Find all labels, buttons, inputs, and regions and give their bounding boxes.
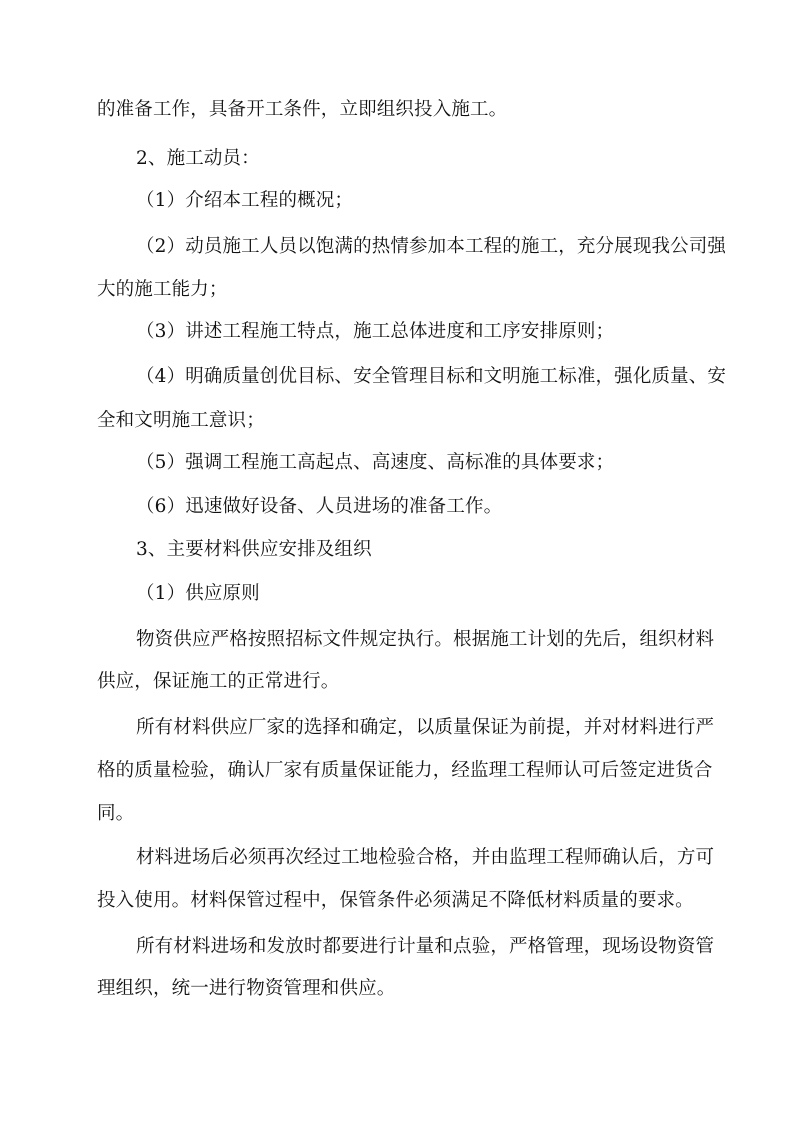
paragraph-line: 理组织，统一进行物资管理和供应。 [97, 978, 396, 999]
list-item: （3）讲述工程施工特点，施工总体进度和工序安排原则； [136, 321, 615, 342]
paragraph-line: 同。 [97, 803, 135, 824]
section-heading: 2、施工动员： [136, 148, 260, 169]
list-item: （5）强调工程施工高起点、高速度、高标准的具体要求； [136, 452, 615, 473]
paragraph-line: 格的质量检验，确认厂家有质量保证能力，经监理工程师认可后签定进货合 [97, 760, 713, 781]
section-heading: 3、主要材料供应安排及组织 [136, 539, 372, 560]
list-item: （2）动员施工人员以饱满的热情参加本工程的施工，充分展现我公司强 [136, 236, 727, 257]
paragraph-line: 材料进场后必须再次经过工地检验合格，并由监理工程师确认后，方可 [136, 847, 715, 868]
paragraph-line: 所有材料供应厂家的选择和确定，以质量保证为前提，并对材料进行严 [136, 717, 715, 738]
paragraph-line: 大的施工能力； [97, 279, 228, 300]
subsection-heading: （1）供应原则 [136, 583, 260, 604]
paragraph-line: 全和文明施工意识； [97, 410, 265, 431]
paragraph-line: 物资供应严格按照招标文件规定执行。根据施工计划的先后，组织材料 [136, 629, 715, 650]
paragraph-line: 供应，保证施工的正常进行。 [97, 671, 340, 692]
paragraph-line: 所有材料进场和发放时都要进行计量和点验，严格管理，现场设物资管 [136, 936, 715, 957]
list-item: （6）迅速做好设备、人员进场的准备工作。 [136, 496, 503, 517]
paragraph-line: 投入使用。材料保管过程中，保管条件必须满足不降低材料质量的要求。 [97, 890, 694, 911]
paragraph-line: 的准备工作，具备开工条件，立即组织投入施工。 [97, 99, 508, 120]
list-item: （4）明确质量创优目标、安全管理目标和文明施工标准，强化质量、安 [136, 366, 727, 387]
list-item: （1）介绍本工程的概况； [136, 190, 354, 211]
